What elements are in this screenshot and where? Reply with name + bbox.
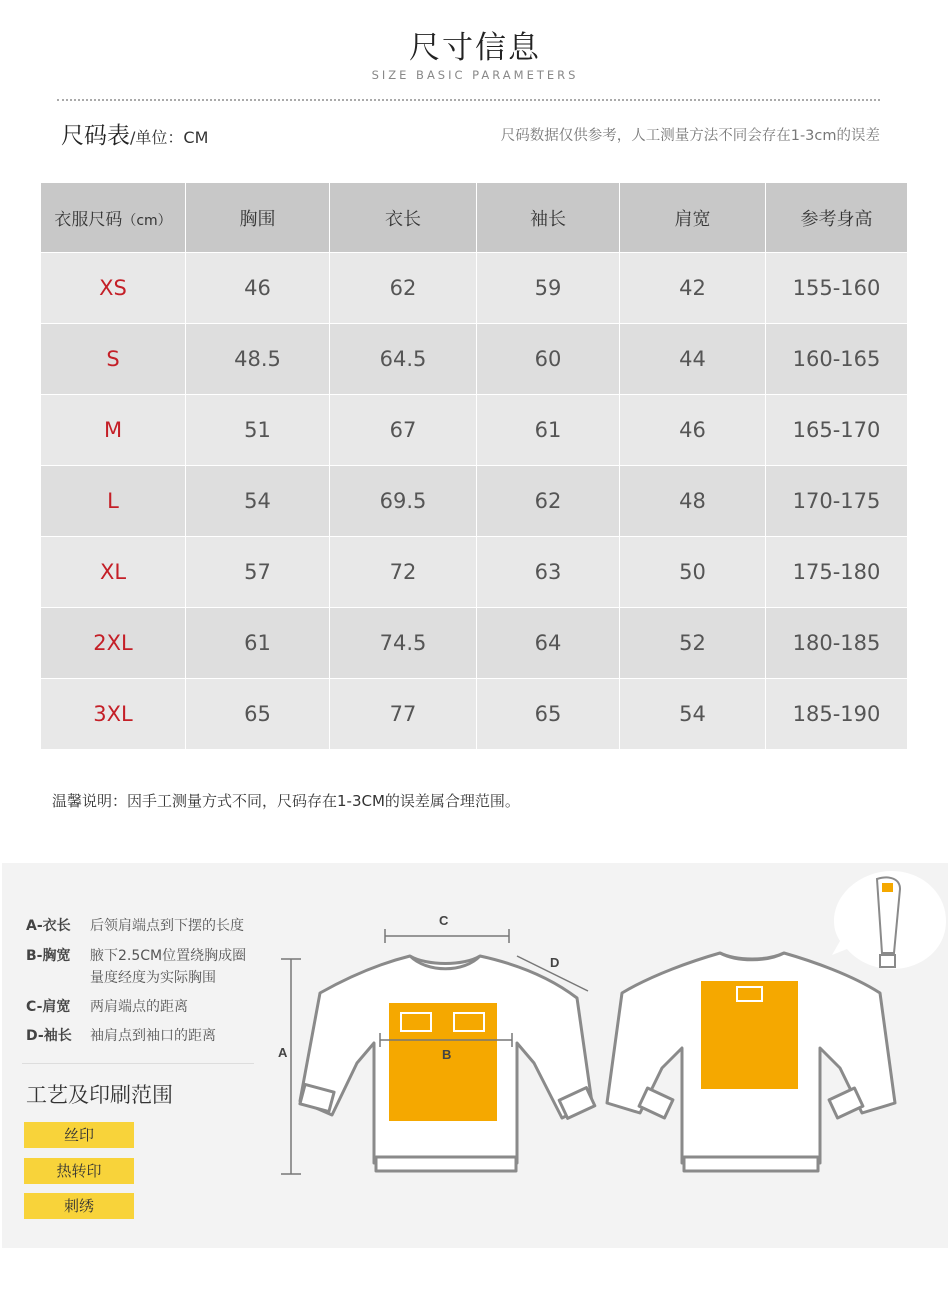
tag-embroidery: 刺绣 — [24, 1193, 134, 1219]
table-cell: 44 — [620, 324, 766, 395]
table-row — [41, 253, 908, 324]
size-cell: XL — [41, 537, 186, 608]
sleeve-cuff-icon — [880, 955, 895, 967]
back-hem — [684, 1157, 818, 1171]
label-d: D — [550, 955, 560, 970]
front-hem — [376, 1157, 516, 1171]
table-cell: 54 — [186, 466, 330, 537]
table-cell: 60 — [477, 324, 620, 395]
craft-title: 工艺及印刷范围 — [26, 1083, 173, 1107]
table-cell: 52 — [620, 608, 766, 679]
sweatshirt-illustration — [2, 863, 948, 1248]
tag-screen-print: 丝印 — [24, 1122, 134, 1148]
table-cell: 50 — [620, 537, 766, 608]
size-cell: L — [41, 466, 186, 537]
warm-tip: 温馨说明：因手工测量方式不同，尺码存在1-3CM的误差属合理范围。 — [52, 792, 520, 810]
table-cell: 170-175 — [766, 466, 908, 537]
page-subtitle: SIZE BASIC PARAMETERS — [371, 68, 579, 82]
table-cell: 61 — [186, 608, 330, 679]
size-cell: 2XL — [41, 608, 186, 679]
table-cell: 61 — [477, 395, 620, 466]
table-row — [41, 324, 908, 395]
header-sleeve: 袖长 — [477, 183, 620, 253]
table-cell: 46 — [620, 395, 766, 466]
header-length: 衣长 — [330, 183, 477, 253]
back-print-area — [701, 981, 798, 1089]
table-cell: 180-185 — [766, 608, 908, 679]
measurement-note: 尺码数据仅供参考，人工测量方法不同会存在1-3cm的误差 — [500, 128, 880, 144]
table-cell: 42 — [620, 253, 766, 324]
table-cell: 72 — [330, 537, 477, 608]
table-cell: 57 — [186, 537, 330, 608]
table-cell: 155-160 — [766, 253, 908, 324]
table-row — [41, 537, 908, 608]
header-height: 参考身高 — [766, 183, 908, 253]
size-table — [40, 182, 908, 750]
table-cell: 59 — [477, 253, 620, 324]
table-cell: 48.5 — [186, 324, 330, 395]
size-cell: M — [41, 395, 186, 466]
table-header-row — [41, 183, 908, 253]
table-cell: 74.5 — [330, 608, 477, 679]
table-cell: 48 — [620, 466, 766, 537]
label-c: C — [439, 913, 449, 928]
dotted-divider — [57, 99, 880, 101]
size-cell: 3XL — [41, 679, 186, 750]
table-cell: 62 — [477, 466, 620, 537]
measure-diagram-panel — [2, 863, 948, 1248]
legend-item: C-肩宽 两肩端点的距离 — [26, 999, 188, 1015]
table-cell: 46 — [186, 253, 330, 324]
table-cell: 165-170 — [766, 395, 908, 466]
table-cell: 64 — [477, 608, 620, 679]
table-cell: 62 — [330, 253, 477, 324]
front-print-area — [389, 1003, 497, 1121]
legend-item: B-胸宽 腋下2.5CM位置绕胸成圈量度经度为实际胸围 — [26, 948, 247, 986]
size-cell: S — [41, 324, 186, 395]
legend-item: A-衣长 后领肩端点到下摆的长度 — [26, 918, 244, 934]
page-title: 尺寸信息 — [409, 30, 541, 66]
table-cell: 69.5 — [330, 466, 477, 537]
label-a: A — [278, 1045, 288, 1060]
section-heading — [61, 117, 208, 150]
header-chest: 胸围 — [186, 183, 330, 253]
table-cell: 77 — [330, 679, 477, 750]
table-row — [41, 608, 908, 679]
table-cell: 175-180 — [766, 537, 908, 608]
table-cell: 65 — [477, 679, 620, 750]
table-cell: 160-165 — [766, 324, 908, 395]
size-chart-title: 尺码表 — [61, 123, 130, 149]
unit-label: /单位：CM — [130, 128, 209, 147]
table-cell: 185-190 — [766, 679, 908, 750]
table-cell: 64.5 — [330, 324, 477, 395]
table-cell: 67 — [330, 395, 477, 466]
table-cell: 51 — [186, 395, 330, 466]
table-cell: 54 — [620, 679, 766, 750]
size-cell: XS — [41, 253, 186, 324]
tag-heat-transfer: 热转印 — [24, 1158, 134, 1184]
table-row — [41, 466, 908, 537]
table-row — [41, 679, 908, 750]
table-cell: 63 — [477, 537, 620, 608]
header-shoulder: 肩宽 — [620, 183, 766, 253]
back-left-cuff — [639, 1088, 673, 1118]
back-right-cuff — [829, 1088, 863, 1118]
header-size: 衣服尺码（cm） — [41, 183, 186, 253]
legend-item: D-袖长 袖肩点到袖口的距离 — [26, 1028, 216, 1044]
table-cell: 65 — [186, 679, 330, 750]
table-row — [41, 395, 908, 466]
sleeve-print-area — [882, 883, 893, 892]
label-b: B — [442, 1047, 452, 1062]
